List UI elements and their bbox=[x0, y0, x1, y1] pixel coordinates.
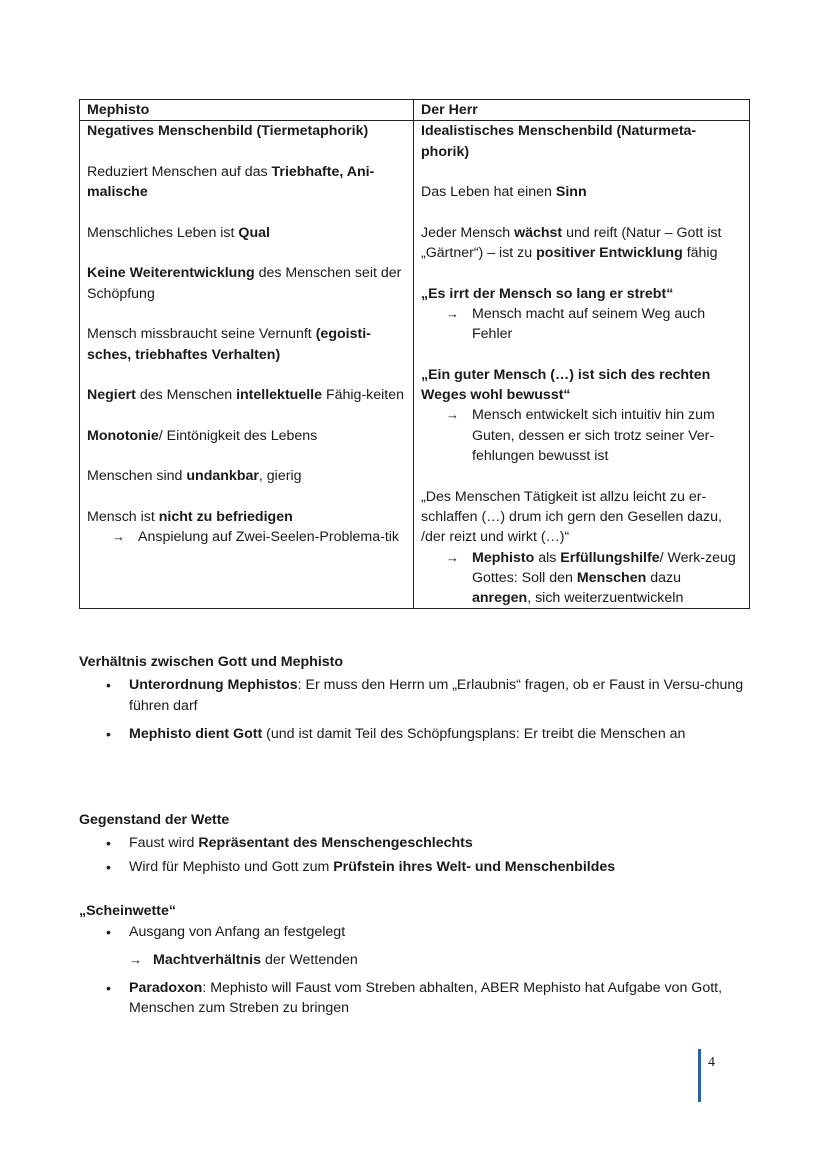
list-item: • Wird für Mephisto und Gott zum Prüfstein ihres Welt- und Menschenbildes bbox=[79, 857, 759, 877]
herr-point-2: Jeder Mensch wächst und reift (Natur – Gott ist „Gärtner“) – ist zu positiver Entwicklung fähig bbox=[421, 224, 722, 262]
herr-point-1: Das Leben hat einen Sinn bbox=[421, 184, 587, 201]
section-title: „Scheinwette“ bbox=[79, 903, 176, 919]
arrow-icon: → bbox=[112, 529, 125, 545]
bullet-icon: • bbox=[106, 835, 111, 852]
section-gegenstand bbox=[79, 810, 759, 877]
mephisto-point-8-arrow: → Anspielung auf Zwei-Seelen-Problema-tik bbox=[87, 527, 407, 547]
mephisto-point-5: Negiert des Menschen intellektuelle Fähig-keiten bbox=[87, 387, 405, 404]
section-scheinwette bbox=[79, 901, 759, 1018]
mephisto-point-3: Keine Weiterentwicklung des Menschen seit der Schöpfung bbox=[87, 265, 402, 302]
arrow-icon: → bbox=[446, 407, 459, 423]
scheinwette-arrow-item: → Machtverhältnis der Wettenden bbox=[79, 950, 759, 970]
list-item: • Faust wird Repräsentant des Menschengeschlechts bbox=[79, 833, 759, 853]
herr-quote-1-arrow: → Mensch macht auf seinem Weg auch Fehler bbox=[421, 304, 743, 345]
page-number: 4 bbox=[708, 1055, 715, 1070]
mephisto-point-1: Reduziert Menschen auf das Triebhafte, Ani-malische bbox=[87, 163, 375, 201]
section-verhaeltnis bbox=[79, 652, 759, 744]
bullet-icon: • bbox=[106, 725, 111, 742]
herr-quote-2-arrow: → Mensch entwickelt sich intuitiv hin zum Guten, dessen er sich trotz seiner Ver-fehlungen bewusst ist bbox=[421, 405, 743, 466]
herr-quote-3-arrow: → Mephisto als Erfüllungshilfe/ Werk-zeug Gottes: Soll den Menschen dazu anregen, sich weiterzuentwickeln bbox=[421, 548, 743, 609]
bullet-icon: • bbox=[106, 979, 111, 996]
herr-quote-3: „Des Menschen Tätigkeit ist allzu leicht zu er-schlaffen (…) drum ich gern den Gesellen dazu, /der reizt und wirkt (…)“ bbox=[421, 488, 722, 546]
herr-title: Idealistisches Menschenbild (Naturmeta-phorik) bbox=[421, 123, 697, 160]
mephisto-point-8: Mensch ist nicht zu befriedigen bbox=[87, 508, 293, 525]
der-herr-column bbox=[414, 121, 750, 609]
mephisto-point-7: Menschen sind undankbar, gierig bbox=[87, 468, 302, 485]
arrow-icon: → bbox=[446, 549, 459, 565]
table-header-row bbox=[80, 100, 750, 121]
mephisto-column bbox=[80, 121, 414, 609]
header-mephisto: Mephisto bbox=[80, 100, 414, 121]
section-title: Verhältnis zwischen Gott und Mephisto bbox=[79, 654, 344, 670]
arrow-icon: → bbox=[129, 951, 142, 967]
list-item: • Mephisto dient Gott (und ist damit Teil des Schöpfungsplans: Er treibt die Menschen an bbox=[79, 724, 759, 744]
list-item: • Paradoxon: Mephisto will Faust vom Streben abhalten, ABER Mephisto hat Aufgabe von Gott, Menschen zum Streben zu bringen bbox=[106, 979, 723, 1017]
arrow-icon: → bbox=[446, 305, 459, 321]
comparison-table bbox=[79, 99, 750, 609]
page-number-bar bbox=[698, 1049, 701, 1102]
mephisto-point-4: Mensch missbraucht seine Vernunft (egoisti-sches, triebhaftes Verhalten) bbox=[87, 326, 371, 363]
list-item: • Ausgang von Anfang an festgelegt bbox=[79, 922, 759, 942]
bullet-icon: • bbox=[106, 924, 111, 941]
list-item: • Unterordnung Mephistos: Er muss den Herrn um „Erlaubnis“ fragen, ob er Faust in Versu-chung führen darf bbox=[106, 677, 744, 714]
bullet-icon: • bbox=[106, 858, 111, 875]
header-der-herr: Der Herr bbox=[414, 100, 750, 121]
mephisto-point-2: Menschliches Leben ist Qual bbox=[87, 224, 270, 241]
table-body-row bbox=[80, 121, 750, 609]
section-title: Gegenstand der Wette bbox=[79, 812, 230, 828]
mephisto-point-6: Monotonie/ Eintönigkeit des Lebens bbox=[87, 427, 318, 444]
herr-quote-1: „Es irrt der Mensch so lang er strebt“ bbox=[421, 285, 674, 302]
bullet-icon: • bbox=[106, 677, 111, 694]
mephisto-title: Negatives Menschenbild (Tiermetaphorik) bbox=[87, 123, 369, 140]
herr-quote-2: „Ein guter Mensch (…) ist sich des rechten Weges wohl bewusst“ bbox=[421, 366, 711, 404]
